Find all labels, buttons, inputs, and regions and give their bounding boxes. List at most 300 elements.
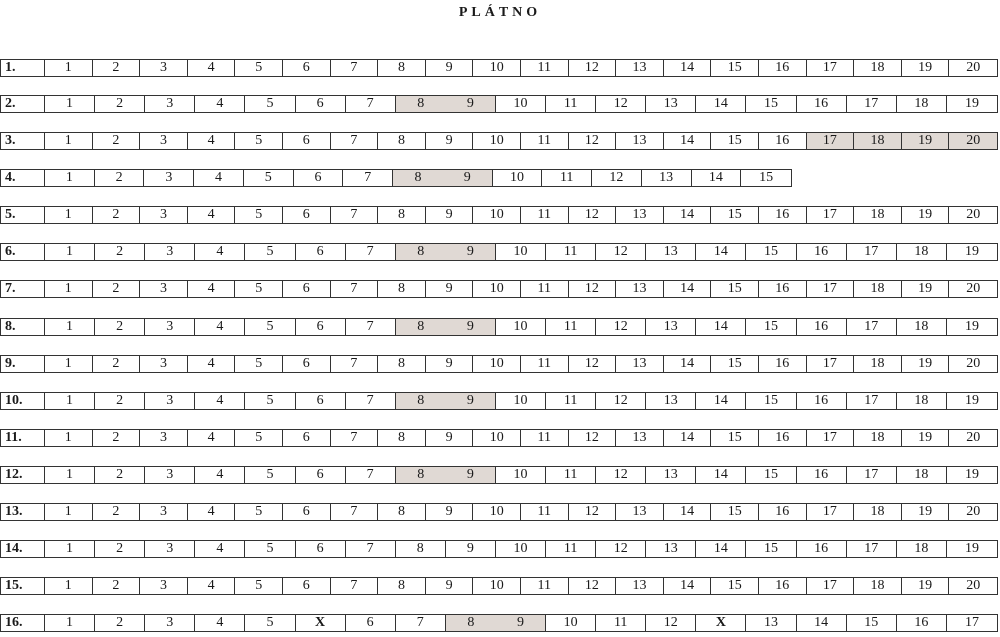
seat[interactable]: 3: [140, 133, 188, 149]
seat[interactable]: 1: [45, 504, 93, 520]
seat[interactable]: 10: [493, 170, 543, 186]
seat[interactable]: 13: [616, 356, 664, 372]
seat[interactable]: 15: [746, 319, 796, 335]
seat-selected[interactable]: 8: [393, 170, 443, 186]
seat[interactable]: 7: [331, 578, 379, 594]
seat[interactable]: 12: [596, 541, 646, 557]
seat[interactable]: 2: [93, 60, 141, 76]
seat[interactable]: 2: [93, 578, 141, 594]
seat[interactable]: 14: [664, 430, 712, 446]
seat[interactable]: 7: [346, 467, 396, 483]
seat[interactable]: 14: [664, 207, 712, 223]
seat[interactable]: 18: [897, 393, 947, 409]
seat[interactable]: 10: [496, 393, 546, 409]
seat[interactable]: 12: [569, 504, 617, 520]
seat[interactable]: 11: [521, 133, 569, 149]
seat[interactable]: 11: [546, 541, 596, 557]
seat[interactable]: 16: [797, 319, 847, 335]
seat[interactable]: 5: [235, 578, 283, 594]
seat[interactable]: 2: [95, 393, 145, 409]
seat[interactable]: 19: [964, 393, 979, 408]
seat[interactable]: 9: [426, 578, 474, 594]
seat[interactable]: 3: [140, 281, 188, 297]
seat[interactable]: 11: [521, 504, 569, 520]
seat[interactable]: 1: [45, 467, 95, 483]
seat[interactable]: 14: [664, 281, 712, 297]
seat[interactable]: 6: [283, 281, 331, 297]
seat[interactable]: 19: [964, 244, 979, 259]
seat[interactable]: 1: [45, 393, 95, 409]
seat[interactable]: 8: [378, 430, 426, 446]
seat[interactable]: 7: [331, 356, 379, 372]
seat[interactable]: 3: [140, 60, 188, 76]
seat[interactable]: 10: [473, 281, 521, 297]
seat[interactable]: 8: [378, 578, 426, 594]
seat[interactable]: 12: [569, 207, 617, 223]
seat[interactable]: 11: [521, 356, 569, 372]
seat[interactable]: 1: [45, 96, 95, 112]
seat[interactable]: 1: [45, 319, 95, 335]
seat[interactable]: 5: [245, 96, 295, 112]
seat[interactable]: 16: [759, 504, 807, 520]
seat[interactable]: 10: [473, 504, 521, 520]
seat[interactable]: 5: [235, 356, 283, 372]
seat[interactable]: 12: [596, 96, 646, 112]
seat[interactable]: 8: [378, 504, 426, 520]
seat[interactable]: 6: [283, 207, 331, 223]
seat[interactable]: 6: [346, 615, 396, 631]
seat[interactable]: 11: [521, 281, 569, 297]
seat[interactable]: 15: [711, 578, 759, 594]
seat[interactable]: 11: [546, 96, 596, 112]
seat[interactable]: 1: [45, 541, 95, 557]
seat[interactable]: 3: [144, 170, 194, 186]
seat[interactable]: 8: [378, 207, 426, 223]
seat[interactable]: 7: [346, 393, 396, 409]
seat[interactable]: 15: [746, 96, 796, 112]
seat[interactable]: 15: [711, 281, 759, 297]
seat-selected[interactable]: 8: [396, 467, 446, 483]
seat[interactable]: 7: [331, 281, 379, 297]
seat[interactable]: 5: [244, 170, 294, 186]
seat[interactable]: 17: [807, 207, 855, 223]
seat[interactable]: 17: [847, 541, 897, 557]
seat[interactable]: 12: [569, 356, 617, 372]
seat[interactable]: 14: [664, 578, 712, 594]
seat[interactable]: 19: [964, 541, 979, 556]
seat[interactable]: 1: [45, 281, 93, 297]
seat[interactable]: 6: [296, 96, 346, 112]
seat-selected[interactable]: 9: [443, 170, 493, 186]
seat[interactable]: 6: [296, 393, 346, 409]
seat[interactable]: 15: [759, 170, 774, 185]
seat[interactable]: 11: [542, 170, 592, 186]
seat[interactable]: 19: [964, 96, 979, 111]
seat[interactable]: 2: [95, 319, 145, 335]
seat[interactable]: 4: [188, 60, 236, 76]
seat[interactable]: 6: [294, 170, 344, 186]
seat[interactable]: 19: [902, 60, 950, 76]
seat[interactable]: 3: [145, 244, 195, 260]
seat[interactable]: 3: [145, 615, 195, 631]
seat-selected[interactable]: 18: [854, 133, 902, 149]
seat[interactable]: 2: [93, 281, 141, 297]
seat-selected[interactable]: 9: [446, 393, 496, 409]
seat[interactable]: 10: [473, 578, 521, 594]
seat[interactable]: 7: [346, 319, 396, 335]
seat[interactable]: 18: [897, 541, 947, 557]
seat[interactable]: 16: [797, 244, 847, 260]
seat[interactable]: 11: [596, 615, 646, 631]
seat[interactable]: 3: [140, 504, 188, 520]
seat[interactable]: 16: [797, 393, 847, 409]
seat-selected[interactable]: 17: [807, 133, 855, 149]
seat[interactable]: 12: [569, 430, 617, 446]
seat[interactable]: 5: [245, 615, 295, 631]
seat[interactable]: 4: [195, 319, 245, 335]
seat[interactable]: 10: [496, 319, 546, 335]
seat[interactable]: 19: [902, 207, 950, 223]
seat[interactable]: 18: [854, 504, 902, 520]
seat-selected[interactable]: 8: [446, 615, 496, 631]
seat[interactable]: 9: [426, 281, 474, 297]
seat[interactable]: 5: [235, 60, 283, 76]
seat[interactable]: 4: [195, 541, 245, 557]
seat[interactable]: 1: [45, 430, 93, 446]
seat-selected[interactable]: 8: [396, 393, 446, 409]
seat[interactable]: 13: [616, 60, 664, 76]
seat[interactable]: 4: [188, 578, 236, 594]
seat[interactable]: 16: [759, 430, 807, 446]
seat[interactable]: 6: [296, 244, 346, 260]
seat[interactable]: 17: [807, 281, 855, 297]
seat[interactable]: 1: [45, 60, 93, 76]
seat[interactable]: 11: [521, 430, 569, 446]
seat[interactable]: 20: [966, 356, 981, 371]
seat[interactable]: 3: [145, 467, 195, 483]
seat[interactable]: 11: [546, 244, 596, 260]
seat[interactable]: 15: [746, 541, 796, 557]
seat[interactable]: 9: [426, 504, 474, 520]
seat[interactable]: 17: [847, 467, 897, 483]
seat[interactable]: 7: [343, 170, 393, 186]
seat[interactable]: 4: [195, 96, 245, 112]
seat[interactable]: 7: [331, 133, 379, 149]
seat[interactable]: 16: [897, 615, 947, 631]
seat[interactable]: 15: [847, 615, 897, 631]
seat[interactable]: 4: [188, 133, 236, 149]
seat[interactable]: 15: [711, 504, 759, 520]
seat[interactable]: 7: [346, 541, 396, 557]
seat-selected[interactable]: 8: [396, 244, 446, 260]
seat[interactable]: 1: [45, 244, 95, 260]
seat[interactable]: 2: [93, 133, 141, 149]
seat[interactable]: 6: [283, 133, 331, 149]
seat[interactable]: 17: [847, 96, 897, 112]
seat[interactable]: 10: [473, 356, 521, 372]
seat[interactable]: 18: [897, 319, 947, 335]
seat[interactable]: 7: [346, 244, 396, 260]
seat[interactable]: 13: [616, 430, 664, 446]
seat[interactable]: 9: [426, 207, 474, 223]
seat[interactable]: 3: [145, 319, 195, 335]
seat[interactable]: 12: [569, 281, 617, 297]
seat[interactable]: 15: [711, 356, 759, 372]
seat[interactable]: 10: [473, 133, 521, 149]
seat[interactable]: 8: [396, 541, 446, 557]
seat[interactable]: 16: [759, 356, 807, 372]
seat[interactable]: 17: [847, 393, 897, 409]
seat-selected[interactable]: 8: [396, 96, 446, 112]
seat[interactable]: 5: [245, 319, 295, 335]
seat[interactable]: 2: [93, 207, 141, 223]
seat[interactable]: 20: [966, 504, 981, 519]
seat[interactable]: 3: [140, 430, 188, 446]
seat[interactable]: 8: [378, 281, 426, 297]
seat[interactable]: 1: [45, 207, 93, 223]
seat[interactable]: 13: [616, 281, 664, 297]
seat[interactable]: 2: [93, 356, 141, 372]
seat[interactable]: 5: [245, 244, 295, 260]
seat[interactable]: 2: [95, 615, 145, 631]
seat[interactable]: 17: [807, 504, 855, 520]
seat[interactable]: 10: [496, 541, 546, 557]
seat[interactable]: 5: [245, 541, 295, 557]
seat[interactable]: 10: [546, 615, 596, 631]
seat[interactable]: 3: [145, 393, 195, 409]
seat[interactable]: 5: [235, 207, 283, 223]
seat[interactable]: 20: [966, 578, 981, 593]
seat[interactable]: 15: [711, 133, 759, 149]
seat[interactable]: 16: [759, 578, 807, 594]
seat[interactable]: 17: [807, 60, 855, 76]
seat[interactable]: 7: [331, 60, 379, 76]
seat[interactable]: 11: [546, 319, 596, 335]
seat-selected[interactable]: 19: [902, 133, 950, 149]
seat[interactable]: 1: [45, 615, 95, 631]
seat[interactable]: 10: [473, 207, 521, 223]
seat[interactable]: 16: [759, 281, 807, 297]
seat[interactable]: 14: [696, 96, 746, 112]
seat[interactable]: 15: [711, 207, 759, 223]
seat[interactable]: 18: [854, 430, 902, 446]
seat[interactable]: 12: [596, 244, 646, 260]
seat[interactable]: 12: [596, 319, 646, 335]
seat[interactable]: 11: [521, 207, 569, 223]
seat[interactable]: 17: [847, 244, 897, 260]
seat[interactable]: 19: [902, 504, 950, 520]
seat[interactable]: 19: [964, 467, 979, 482]
seat[interactable]: 17: [964, 615, 979, 630]
seat-selected[interactable]: 9: [446, 319, 496, 335]
seat[interactable]: 7: [346, 96, 396, 112]
seat[interactable]: 14: [797, 615, 847, 631]
seat[interactable]: 5: [245, 467, 295, 483]
seat[interactable]: 13: [646, 96, 696, 112]
seat[interactable]: 4: [195, 467, 245, 483]
seat[interactable]: 10: [473, 60, 521, 76]
seat[interactable]: 4: [194, 170, 244, 186]
seat[interactable]: 13: [746, 615, 796, 631]
seat[interactable]: 19: [902, 430, 950, 446]
seat[interactable]: 18: [854, 356, 902, 372]
seat[interactable]: 20: [966, 430, 981, 445]
seat[interactable]: 9: [446, 541, 496, 557]
seat[interactable]: 10: [496, 96, 546, 112]
seat[interactable]: 17: [807, 578, 855, 594]
seat[interactable]: 1: [45, 170, 95, 186]
seat[interactable]: 17: [807, 356, 855, 372]
seat-selected[interactable]: 9: [446, 96, 496, 112]
seat[interactable]: 2: [93, 430, 141, 446]
seat[interactable]: 16: [797, 541, 847, 557]
seat[interactable]: 7: [331, 207, 379, 223]
seat[interactable]: 4: [188, 281, 236, 297]
seat[interactable]: 19: [964, 319, 979, 334]
seat[interactable]: 7: [331, 504, 379, 520]
seat[interactable]: 2: [93, 504, 141, 520]
seat[interactable]: 18: [854, 281, 902, 297]
seat[interactable]: 9: [426, 60, 474, 76]
seat[interactable]: 9: [426, 356, 474, 372]
seat[interactable]: 14: [696, 467, 746, 483]
seat[interactable]: 16: [759, 60, 807, 76]
seat[interactable]: 12: [592, 170, 642, 186]
seat-selected[interactable]: 9: [446, 467, 496, 483]
seat[interactable]: 4: [188, 430, 236, 446]
seat[interactable]: 12: [596, 467, 646, 483]
seat[interactable]: 4: [188, 504, 236, 520]
seat[interactable]: 14: [696, 541, 746, 557]
seat[interactable]: 5: [235, 133, 283, 149]
seat[interactable]: 2: [95, 170, 145, 186]
seat[interactable]: 13: [642, 170, 692, 186]
seat[interactable]: 2: [95, 96, 145, 112]
seat[interactable]: 20: [966, 281, 981, 296]
seat[interactable]: 12: [596, 393, 646, 409]
seat[interactable]: 13: [646, 319, 696, 335]
seat[interactable]: 13: [646, 393, 696, 409]
seat[interactable]: 6: [283, 430, 331, 446]
seat[interactable]: 18: [897, 467, 947, 483]
seat[interactable]: 2: [95, 541, 145, 557]
seat[interactable]: 5: [235, 430, 283, 446]
seat[interactable]: 14: [696, 244, 746, 260]
seat[interactable]: 16: [797, 96, 847, 112]
seat[interactable]: 7: [396, 615, 446, 631]
seat[interactable]: 16: [759, 207, 807, 223]
seat[interactable]: 19: [902, 281, 950, 297]
seat[interactable]: 4: [195, 393, 245, 409]
seat[interactable]: 12: [569, 578, 617, 594]
seat[interactable]: 4: [195, 615, 245, 631]
seat[interactable]: 8: [378, 60, 426, 76]
seat[interactable]: 6: [283, 578, 331, 594]
seat[interactable]: 7: [331, 430, 379, 446]
seat[interactable]: 15: [746, 393, 796, 409]
seat[interactable]: 15: [711, 430, 759, 446]
seat[interactable]: 9: [426, 430, 474, 446]
seat[interactable]: 11: [521, 578, 569, 594]
seat[interactable]: 13: [616, 578, 664, 594]
seat[interactable]: 14: [664, 133, 712, 149]
seat[interactable]: 16: [797, 467, 847, 483]
seat[interactable]: 13: [616, 504, 664, 520]
seat-selected[interactable]: 9: [496, 615, 546, 631]
seat[interactable]: 3: [140, 356, 188, 372]
seat[interactable]: 3: [145, 96, 195, 112]
seat[interactable]: 14: [664, 356, 712, 372]
seat[interactable]: 15: [746, 244, 796, 260]
seat[interactable]: 2: [95, 467, 145, 483]
seat[interactable]: 2: [95, 244, 145, 260]
seat[interactable]: 13: [646, 467, 696, 483]
seat[interactable]: 5: [235, 281, 283, 297]
seat[interactable]: 5: [235, 504, 283, 520]
seat[interactable]: 6: [283, 356, 331, 372]
seat[interactable]: 20: [966, 207, 981, 222]
seat[interactable]: 17: [847, 319, 897, 335]
seat[interactable]: 18: [854, 60, 902, 76]
seat[interactable]: 12: [569, 60, 617, 76]
seat[interactable]: 1: [45, 133, 93, 149]
seat[interactable]: 11: [546, 393, 596, 409]
seat[interactable]: 14: [696, 393, 746, 409]
seat-selected[interactable]: 20: [949, 133, 997, 149]
seat[interactable]: 14: [692, 170, 742, 186]
seat[interactable]: 16: [759, 133, 807, 149]
seat[interactable]: 13: [646, 244, 696, 260]
seat[interactable]: 8: [378, 133, 426, 149]
seat[interactable]: 17: [807, 430, 855, 446]
seat[interactable]: 18: [897, 244, 947, 260]
seat[interactable]: 6: [296, 541, 346, 557]
seat[interactable]: 6: [283, 504, 331, 520]
seat[interactable]: 1: [45, 356, 93, 372]
seat[interactable]: 11: [521, 60, 569, 76]
seat[interactable]: 4: [195, 244, 245, 260]
seat-selected[interactable]: 9: [446, 244, 496, 260]
seat[interactable]: 18: [897, 96, 947, 112]
seat[interactable]: 11: [546, 467, 596, 483]
seat[interactable]: 14: [664, 60, 712, 76]
seat[interactable]: 14: [696, 319, 746, 335]
seat[interactable]: 19: [902, 578, 950, 594]
seat[interactable]: 1: [45, 578, 93, 594]
seat[interactable]: 14: [664, 504, 712, 520]
seat[interactable]: 12: [569, 133, 617, 149]
seat[interactable]: 19: [902, 356, 950, 372]
seat[interactable]: 9: [426, 133, 474, 149]
seat[interactable]: 8: [378, 356, 426, 372]
seat[interactable]: 13: [616, 207, 664, 223]
seat[interactable]: 3: [140, 207, 188, 223]
seat[interactable]: 12: [646, 615, 696, 631]
seat[interactable]: 6: [296, 467, 346, 483]
seat[interactable]: 4: [188, 207, 236, 223]
seat[interactable]: 18: [854, 207, 902, 223]
seat[interactable]: 6: [296, 319, 346, 335]
seat[interactable]: 15: [711, 60, 759, 76]
seat[interactable]: 18: [854, 578, 902, 594]
seat[interactable]: 6: [283, 60, 331, 76]
seat[interactable]: 4: [188, 356, 236, 372]
seat[interactable]: 20: [966, 60, 981, 75]
seat[interactable]: 15: [746, 467, 796, 483]
seat[interactable]: 10: [496, 244, 546, 260]
seat[interactable]: 5: [245, 393, 295, 409]
seat-selected[interactable]: 8: [396, 319, 446, 335]
